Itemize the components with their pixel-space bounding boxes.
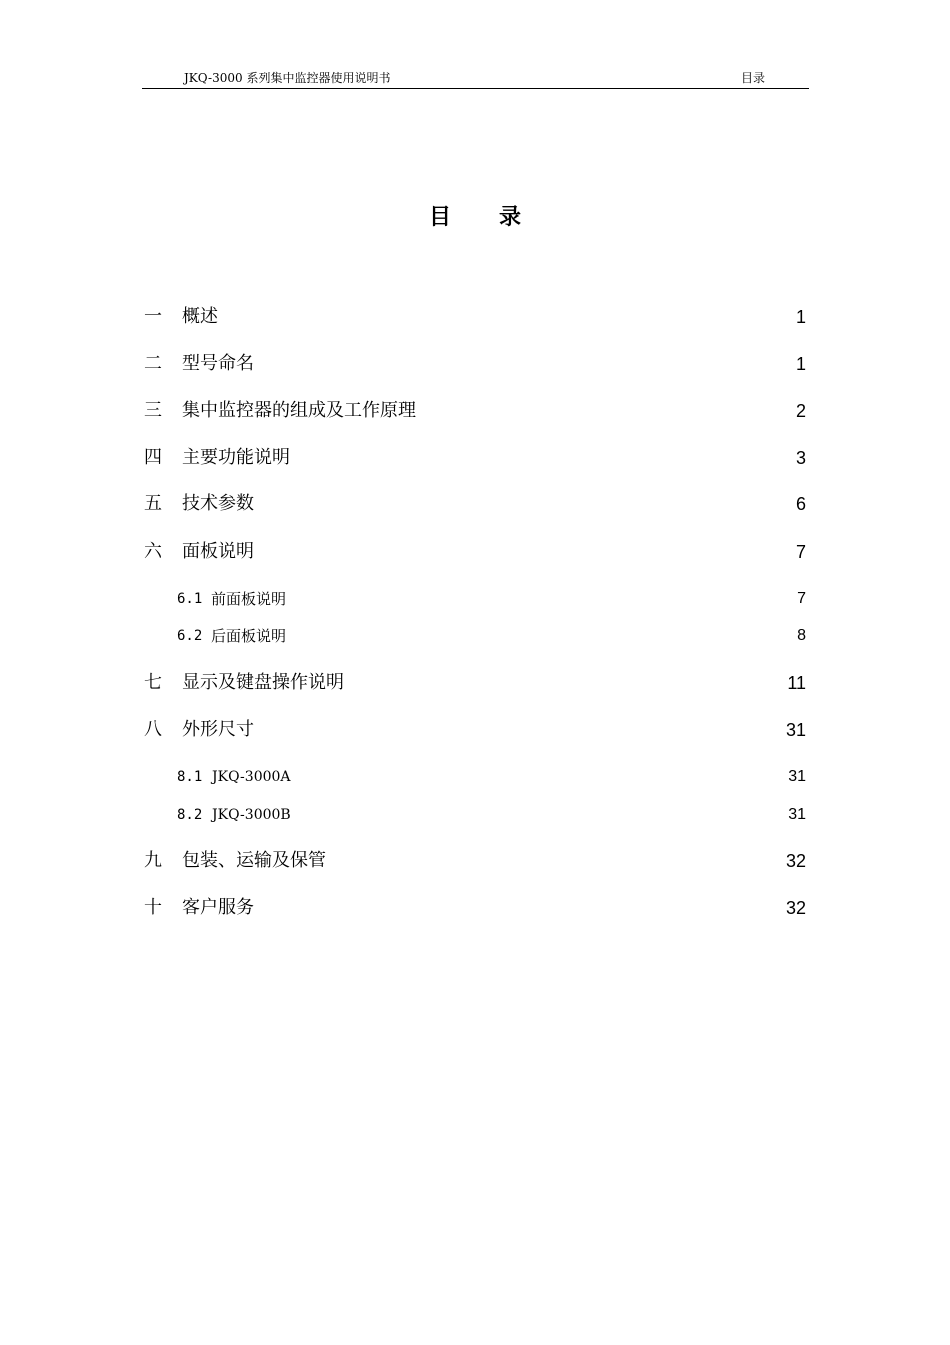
- toc-entry-display-keyboard[interactable]: [144, 670, 806, 696]
- toc-entry-label: 型号命名: [182, 353, 254, 374]
- toc-entry-number: 四: [144, 447, 162, 468]
- toc-entry-number: 三: [144, 400, 162, 421]
- table-of-contents: [144, 0, 806, 1345]
- header-section-name: 目录: [740, 71, 765, 85]
- toc-entry-page: 7: [795, 542, 806, 562]
- toc-entry-label: 显示及键盘操作说明: [182, 672, 344, 693]
- toc-entry-number: 五: [144, 493, 162, 514]
- toc-entry-number: 6.1: [177, 591, 203, 607]
- toc-entry-number: 8.1: [177, 769, 203, 785]
- toc-entry-main-functions[interactable]: [144, 445, 806, 471]
- toc-title: 目录: [428, 205, 569, 230]
- toc-entry-label: 外形尺寸: [182, 719, 254, 740]
- toc-entry-page: 1: [795, 354, 806, 374]
- toc-entry-page: 31: [788, 806, 806, 823]
- toc-entry-label: 包装、运输及保管: [182, 850, 326, 871]
- toc-entry-label: 技术参数: [182, 493, 254, 514]
- toc-entry-page: 11: [787, 673, 806, 693]
- toc-entry-number: 七: [144, 672, 162, 693]
- toc-entry-page: 6: [795, 494, 806, 514]
- toc-entry-label: 集中监控器的组成及工作原理: [182, 400, 416, 421]
- toc-entry-label: JKQ-3000B: [212, 807, 291, 823]
- toc-entry-page: 32: [785, 898, 806, 918]
- toc-entry-overview[interactable]: [144, 304, 806, 330]
- toc-entry-page: 2: [795, 401, 806, 421]
- toc-entry-technical-parameters[interactable]: [144, 491, 806, 517]
- toc-subentry-rear-panel[interactable]: [144, 623, 806, 649]
- toc-entry-number: 一: [144, 306, 162, 327]
- toc-entry-label: 主要功能说明: [182, 447, 290, 468]
- toc-entry-label: 客户服务: [182, 897, 254, 918]
- toc-entry-customer-service[interactable]: [144, 895, 806, 921]
- toc-entry-packaging-transport[interactable]: [144, 848, 806, 874]
- toc-entry-number: 六: [144, 541, 162, 562]
- toc-entry-label: 面板说明: [182, 541, 254, 562]
- toc-entry-label: 前面板说明: [211, 590, 287, 608]
- toc-entry-number: 十: [144, 897, 162, 918]
- toc-entry-number: 九: [144, 850, 162, 871]
- toc-subentry-model-a[interactable]: [144, 764, 806, 790]
- toc-entry-page: 7: [797, 590, 806, 607]
- toc-entry-panel-description[interactable]: [144, 539, 806, 565]
- toc-entry-number: 八: [144, 719, 162, 740]
- toc-entry-page: 31: [785, 720, 806, 740]
- toc-entry-page: 31: [788, 768, 806, 785]
- toc-entry-label: 概述: [182, 306, 218, 327]
- toc-entry-number: 6.2: [177, 628, 203, 644]
- header-document-title: JKQ-3000 系列集中监控器使用说明书: [184, 71, 391, 85]
- toc-entry-dimensions[interactable]: [144, 717, 806, 743]
- toc-entry-label: 后面板说明: [211, 627, 287, 645]
- toc-entry-page: 1: [795, 307, 806, 327]
- toc-subentry-front-panel[interactable]: [144, 586, 806, 612]
- toc-entry-number: 8.2: [177, 807, 203, 823]
- toc-entry-model-naming[interactable]: [144, 351, 806, 377]
- toc-entry-page: 8: [797, 627, 806, 644]
- toc-entry-page: 3: [795, 448, 806, 468]
- toc-entry-composition-principle[interactable]: [144, 398, 806, 424]
- toc-subentry-model-b[interactable]: [144, 802, 806, 828]
- toc-entry-label: JKQ-3000A: [212, 769, 291, 785]
- toc-entry-number: 二: [144, 353, 162, 374]
- toc-entry-page: 32: [785, 851, 806, 871]
